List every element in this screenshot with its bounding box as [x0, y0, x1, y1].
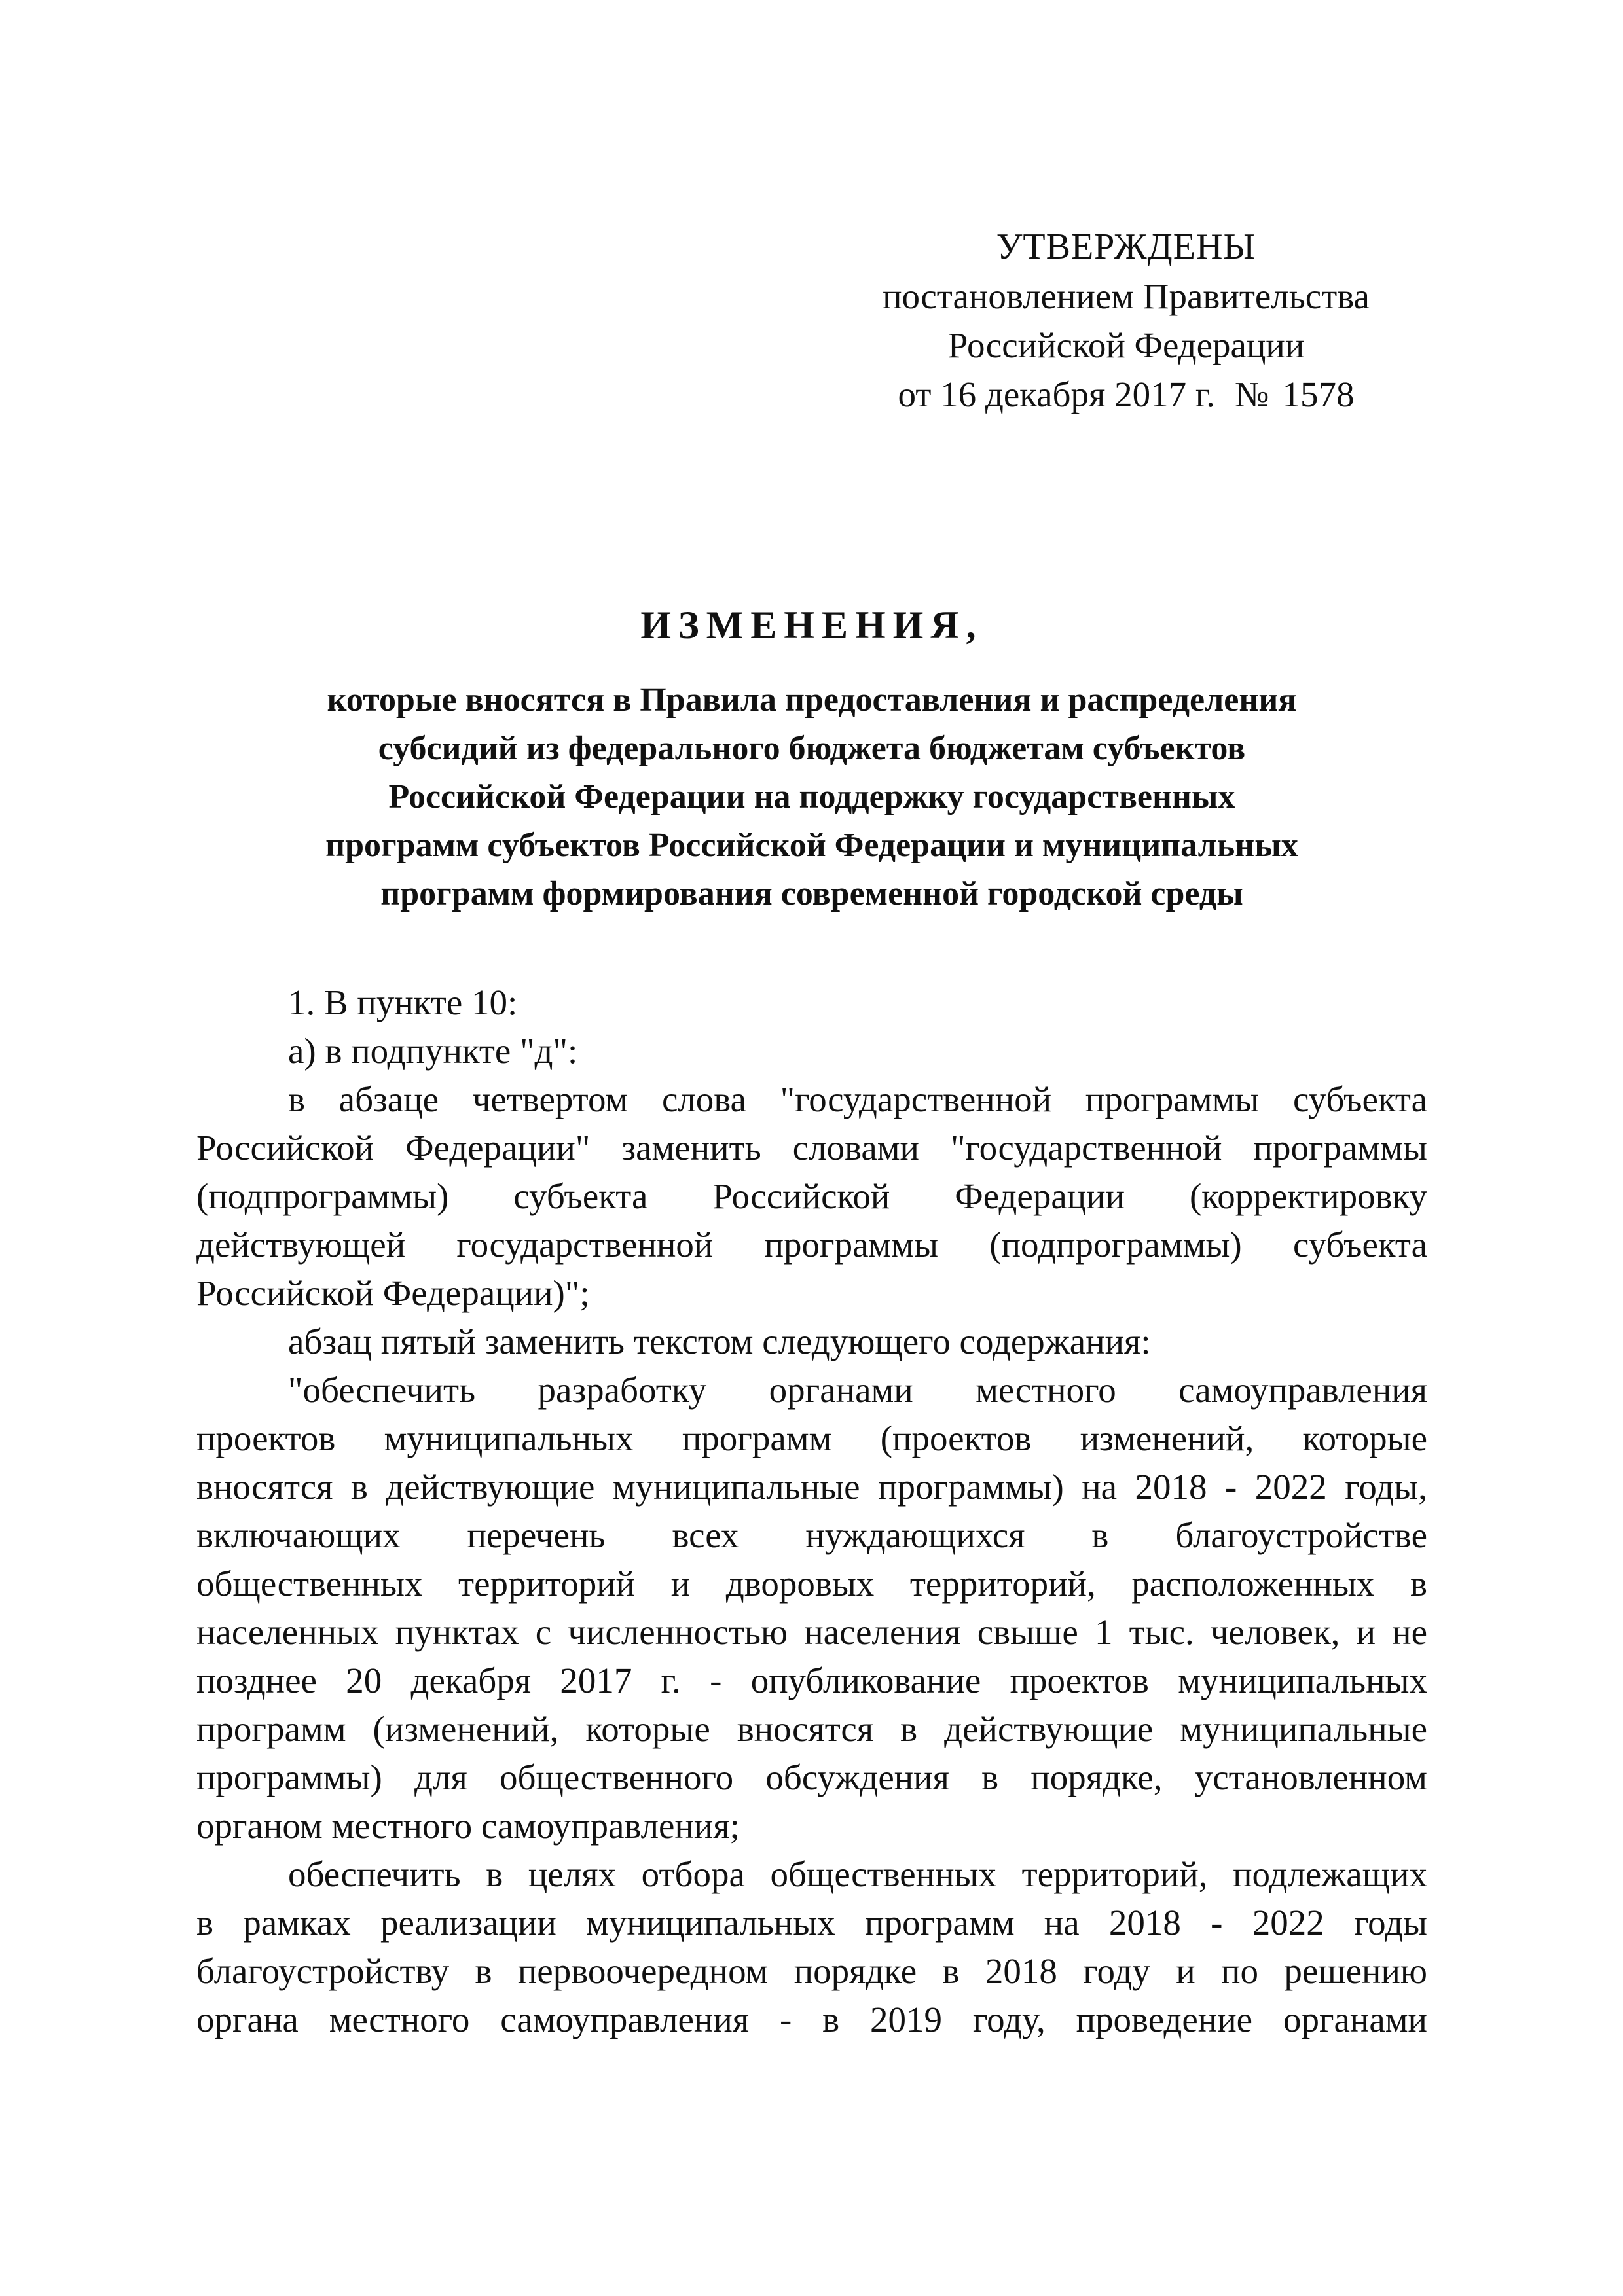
- heading-line: субсидий из федерального бюджета бюджетам субъектов: [378, 730, 1246, 767]
- paragraph-3-line: "обеспечить разработку органами местного самоуправления: [288, 1370, 1427, 1410]
- paragraph-2: абзац пятый заменить текстом следующего содержания:: [288, 1321, 1151, 1361]
- paragraph-4-line: органа местного самоуправления - в 2019 году, проведение органами: [196, 2000, 1427, 2039]
- paragraph-3-line: вносятся в действующие муниципальные программы) на 2018 - 2022 годы,: [196, 1467, 1427, 1507]
- heading-line: программ формирования современной городской среды: [380, 875, 1243, 912]
- paragraph-3-line: включающих перечень всех нуждающихся в благоустройстве: [196, 1515, 1427, 1555]
- approval-line-1: постановлением Правительства: [883, 276, 1370, 316]
- paragraph-4-line: обеспечить в целях отбора общественных территорий, подлежащих: [288, 1854, 1427, 1894]
- heading-line: программ субъектов Российской Федерации и муниципальных: [325, 827, 1298, 864]
- paragraph-3-line: позднее 20 декабря 2017 г. - опубликование проектов муниципальных: [196, 1660, 1427, 1700]
- paragraph-4-line: благоустройству в первоочередном порядке в 2018 году и по решению: [196, 1951, 1427, 1991]
- approval-number: 1578: [1282, 374, 1355, 414]
- heading-line: Российской Федерации на поддержку государственных: [388, 778, 1235, 816]
- approval-date-line: [845, 370, 1408, 419]
- paragraph-1-line: (подпрограммы) субъекта Российской Федерации (корректировку: [196, 1176, 1427, 1216]
- approval-stamp: УТВЕРЖДЕНЫ: [996, 226, 1256, 267]
- document-heading: [196, 599, 1427, 918]
- approval-block: [845, 223, 1408, 419]
- paragraph-3-line: органом местного самоуправления;: [196, 1806, 740, 1846]
- paragraph-1-line: действующей государственной программы (подпрограммы) субъекта: [196, 1225, 1427, 1265]
- approval-number-sign: №: [1234, 374, 1269, 414]
- heading-line: которые вносятся в Правила предоставления и распределения: [327, 681, 1297, 719]
- paragraph-3-line: общественных территорий и дворовых территорий, расположенных в: [196, 1564, 1427, 1604]
- paragraph-3-line: проектов муниципальных программ (проектов изменений, которые: [196, 1418, 1427, 1458]
- paragraph-1-line: Российской Федерации)";: [196, 1273, 590, 1313]
- document-title: ИЗМЕНЕНИЯ,: [640, 603, 983, 647]
- paragraph-1-line: Российской Федерации" заменить словами "государственной программы: [196, 1128, 1427, 1168]
- approval-date: от 16 декабря 2017 г.: [898, 374, 1215, 414]
- paragraph-3-line: программы) для общественного обсуждения в порядке, установленном: [196, 1757, 1427, 1797]
- paragraph-1-line: в абзаце четвертом слова "государственной программы субъекта: [288, 1079, 1427, 1119]
- approval-line-2: Российской Федерации: [947, 325, 1305, 365]
- item-1a-heading: а) в подпункте "д":: [288, 1031, 578, 1071]
- paragraph-3-line: населенных пунктах с численностью населения свыше 1 тыс. человек, и не: [196, 1612, 1427, 1652]
- paragraph-3-line: программ (изменений, которые вносятся в действующие муниципальные: [196, 1709, 1427, 1749]
- item-1-heading: 1. В пункте 10:: [288, 982, 518, 1022]
- paragraph-4-line: в рамках реализации муниципальных программ на 2018 - 2022 годы: [196, 1903, 1427, 1943]
- document-body: [196, 978, 1427, 2044]
